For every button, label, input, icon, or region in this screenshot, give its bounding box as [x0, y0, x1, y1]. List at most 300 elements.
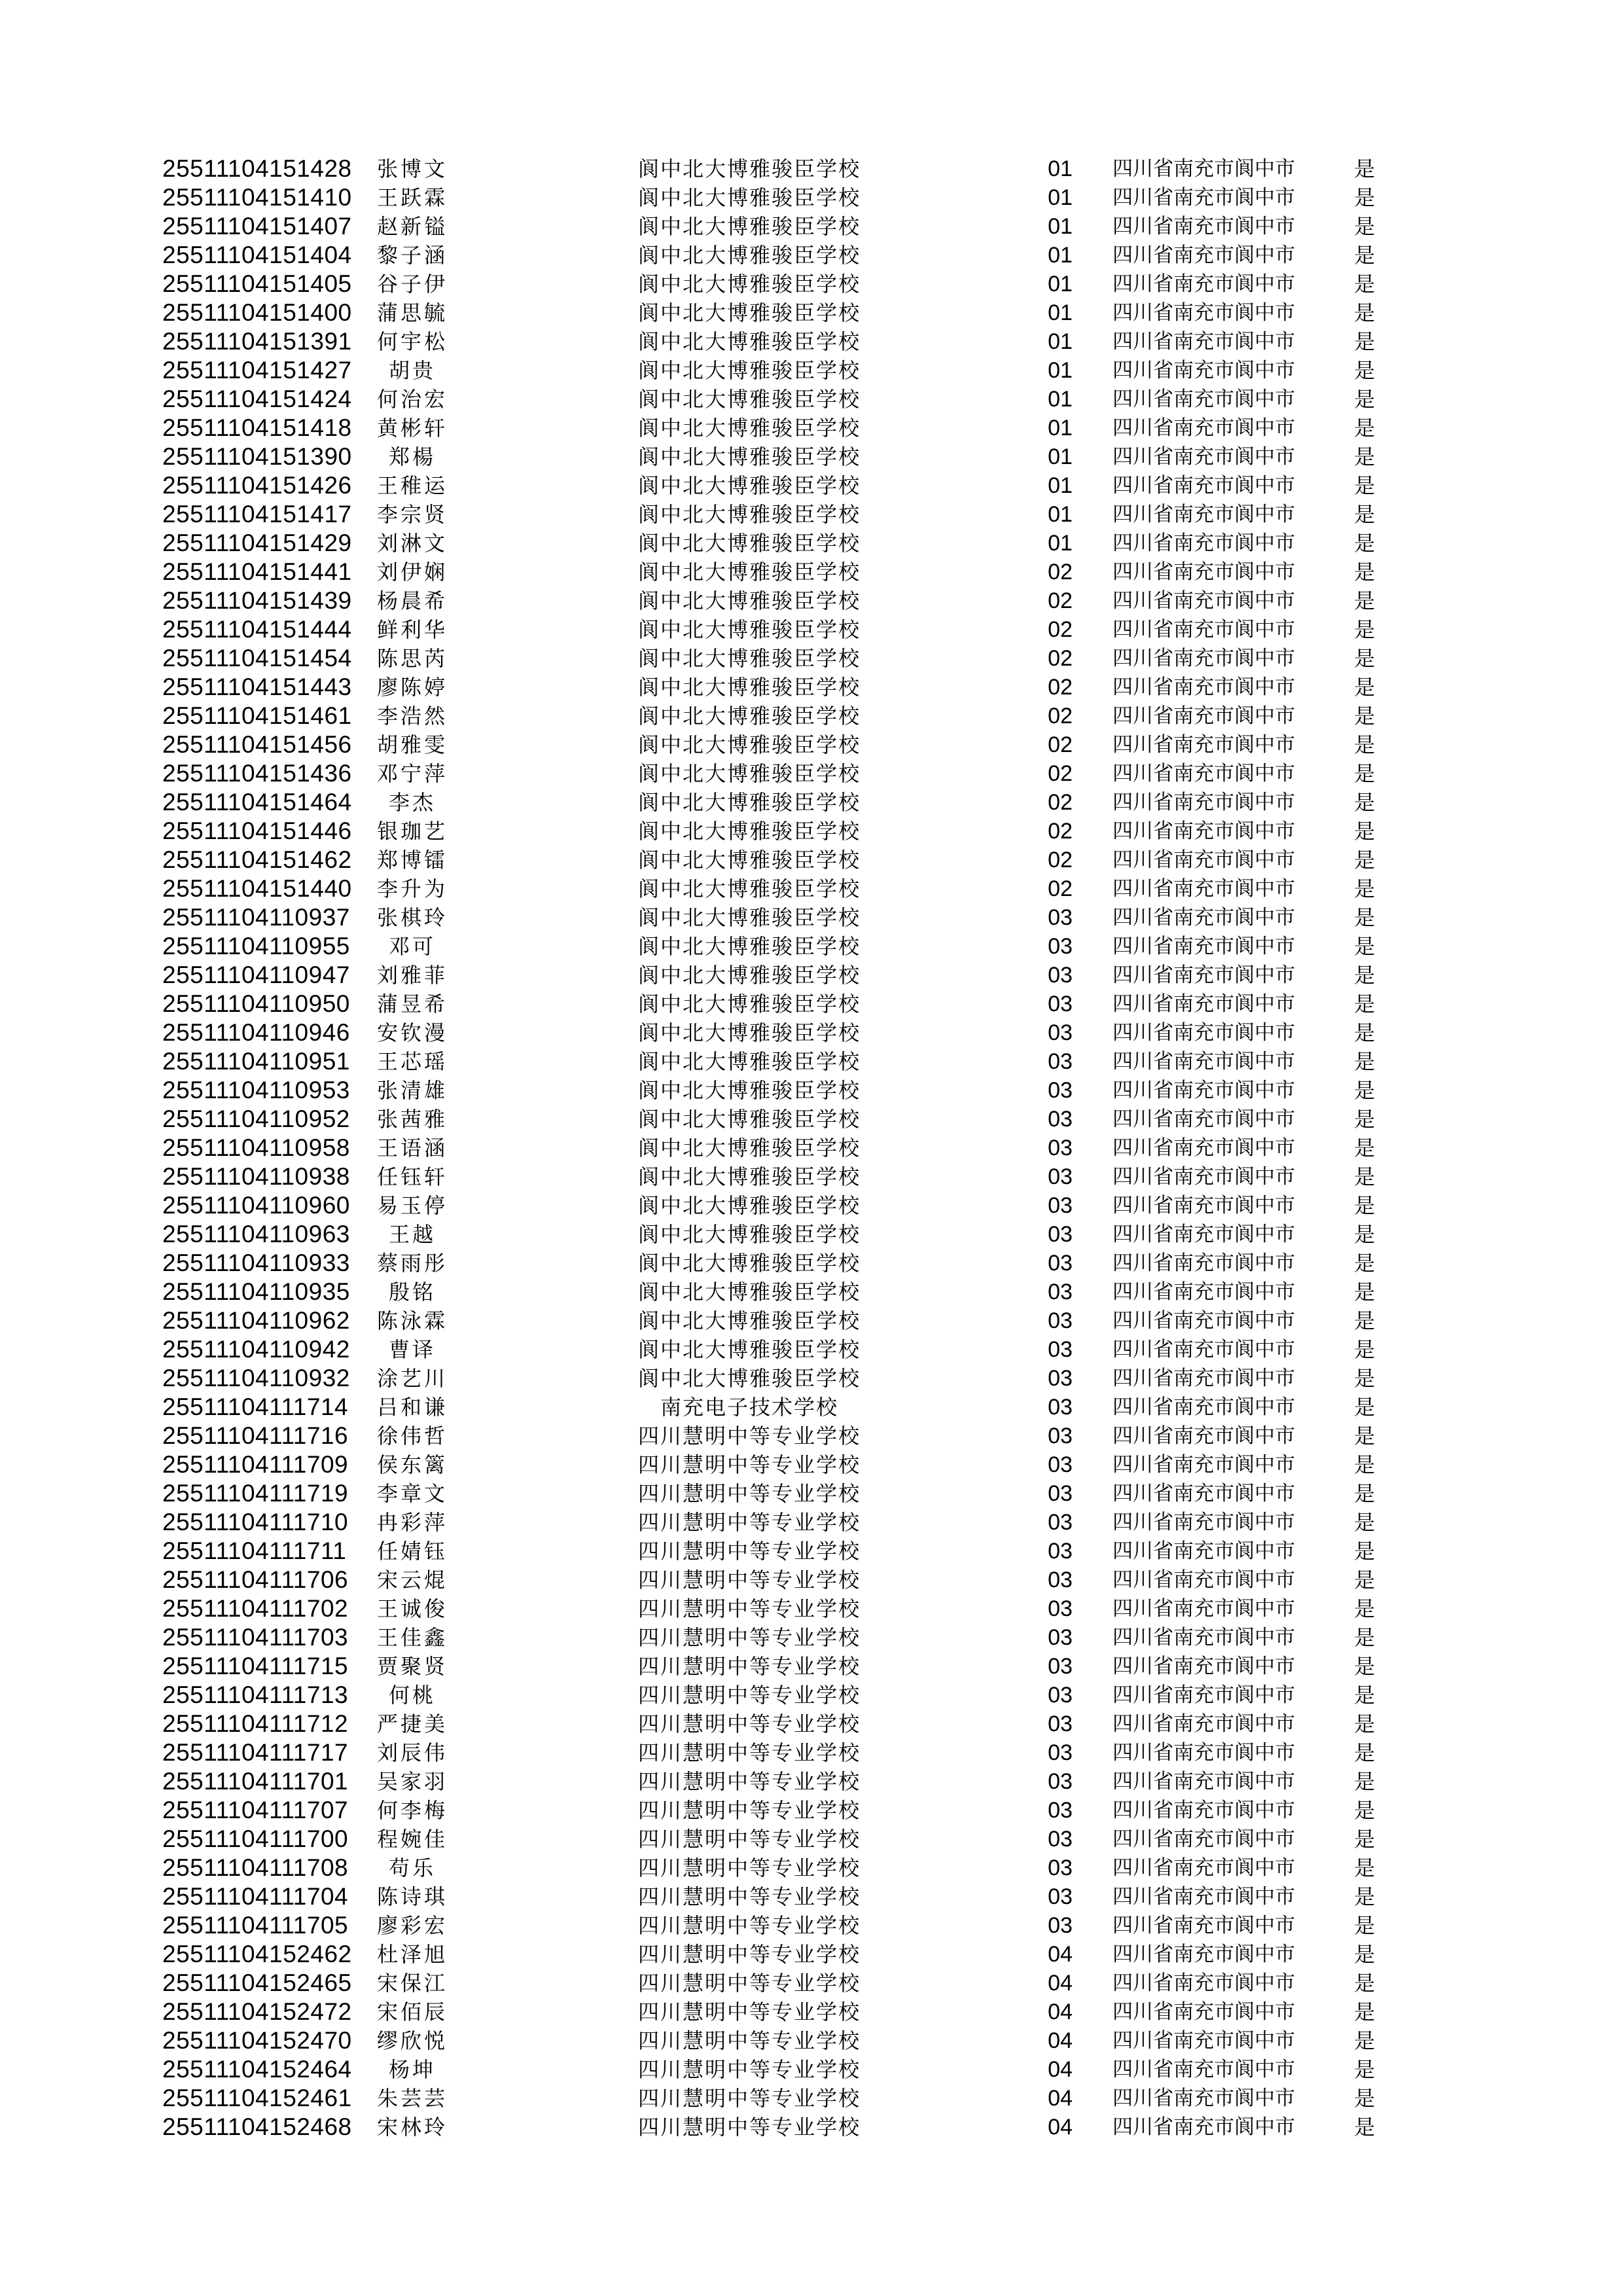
- school-name-cell: 阆中北大博雅骏臣学校: [637, 588, 861, 613]
- school-name-cell: 四川慧明中等专业学校: [637, 1683, 861, 1708]
- table-row: [0, 961, 1623, 990]
- table-row: [0, 759, 1623, 788]
- region-cell: 四川省南充市阆中市: [1113, 1856, 1295, 1880]
- region-cell: 四川省南充市阆中市: [1113, 1338, 1295, 1361]
- region-cell: 四川省南充市阆中市: [1113, 589, 1295, 613]
- table-row: [0, 1508, 1623, 1537]
- exam-id-cell: 25511104111715: [162, 1653, 349, 1679]
- school-name-cell: 阆中北大博雅骏臣学校: [637, 934, 861, 959]
- class-number-cell: 03: [1048, 1366, 1073, 1391]
- confirm-flag-cell: 是: [1353, 1251, 1375, 1276]
- confirm-flag-cell: 是: [1353, 1539, 1375, 1564]
- school-name-cell: 阆中北大博雅骏臣学校: [637, 214, 861, 239]
- class-number-cell: 03: [1048, 1049, 1073, 1074]
- student-name-cell: 宋云焜: [376, 1568, 448, 1592]
- school-name-cell: 四川慧明中等专业学校: [637, 1596, 861, 1621]
- confirm-flag-cell: 是: [1353, 2000, 1375, 2024]
- table-row: [0, 1306, 1623, 1335]
- student-name-cell: 张茜雅: [376, 1107, 448, 1132]
- exam-id-cell: 25511104152465: [162, 1969, 352, 1996]
- table-row: [0, 414, 1623, 442]
- student-name-cell: 宋林玲: [376, 2115, 448, 2140]
- table-row: [0, 183, 1623, 212]
- confirm-flag-cell: 是: [1353, 329, 1375, 354]
- region-cell: 四川省南充市阆中市: [1113, 2087, 1295, 2110]
- region-cell: 四川省南充市阆中市: [1113, 791, 1295, 814]
- school-name-cell: 阆中北大博雅骏臣学校: [637, 1136, 861, 1160]
- confirm-flag-cell: 是: [1353, 1827, 1375, 1852]
- exam-id-cell: 25511104111705: [162, 1912, 349, 1939]
- region-cell: 四川省南充市阆中市: [1113, 1770, 1295, 1793]
- student-name-cell: 银珈艺: [376, 819, 448, 844]
- region-cell: 四川省南充市阆中市: [1113, 1683, 1295, 1707]
- table-row: [0, 471, 1623, 500]
- region-cell: 四川省南充市阆中市: [1113, 618, 1295, 641]
- student-name-cell: 刘辰伟: [376, 1740, 448, 1765]
- class-number-cell: 02: [1048, 560, 1073, 584]
- table-row: [0, 2026, 1623, 2055]
- confirm-flag-cell: 是: [1353, 617, 1375, 642]
- table-row: [0, 1825, 1623, 1854]
- school-name-cell: 阆中北大博雅骏臣学校: [637, 1337, 861, 1362]
- class-number-cell: 03: [1048, 1913, 1073, 1938]
- region-cell: 四川省南充市阆中市: [1113, 1827, 1295, 1851]
- class-number-cell: 03: [1048, 1884, 1073, 1909]
- table-row: [0, 1911, 1623, 1940]
- table-row: [0, 1076, 1623, 1105]
- exam-id-cell: 25511104151405: [162, 270, 352, 297]
- table-row: [0, 1335, 1623, 1364]
- class-number-cell: 02: [1048, 790, 1073, 815]
- region-cell: 四川省南充市阆中市: [1113, 359, 1295, 382]
- class-number-cell: 02: [1048, 588, 1073, 613]
- school-name-cell: 四川慧明中等专业学校: [637, 1424, 861, 1448]
- table-row: [0, 2113, 1623, 2142]
- confirm-flag-cell: 是: [1353, 2057, 1375, 2082]
- table-row: [0, 154, 1623, 183]
- confirm-flag-cell: 是: [1353, 963, 1375, 988]
- class-number-cell: 01: [1048, 214, 1073, 239]
- exam-id-cell: 25511104151418: [162, 414, 352, 441]
- confirm-flag-cell: 是: [1353, 1654, 1375, 1679]
- confirm-flag-cell: 是: [1353, 1884, 1375, 1909]
- confirm-flag-cell: 是: [1353, 1280, 1375, 1304]
- exam-id-cell: 25511104151390: [162, 443, 352, 470]
- table-row: [0, 1623, 1623, 1652]
- region-cell: 四川省南充市阆中市: [1113, 243, 1295, 267]
- region-cell: 四川省南充市阆中市: [1113, 1943, 1295, 1966]
- class-number-cell: 03: [1048, 1596, 1073, 1621]
- exam-id-cell: 25511104110938: [162, 1163, 350, 1190]
- table-row: [0, 846, 1623, 874]
- table-row: [0, 1249, 1623, 1278]
- confirm-flag-cell: 是: [1353, 1193, 1375, 1218]
- table-row: [0, 500, 1623, 529]
- exam-id-cell: 25511104110950: [162, 990, 350, 1017]
- school-name-cell: 阆中北大博雅骏臣学校: [637, 531, 861, 556]
- school-name-cell: 四川慧明中等专业学校: [637, 2115, 861, 2140]
- exam-id-cell: 25511104151428: [162, 155, 352, 182]
- school-name-cell: 阆中北大博雅骏臣学校: [637, 1366, 861, 1391]
- class-number-cell: 04: [1048, 2086, 1073, 2111]
- table-row: [0, 298, 1623, 327]
- school-name-cell: 阆中北大博雅骏臣学校: [637, 387, 861, 412]
- class-number-cell: 01: [1048, 329, 1073, 354]
- school-name-cell: 阆中北大博雅骏臣学校: [637, 1020, 861, 1045]
- student-name-cell: 刘淋文: [376, 531, 448, 556]
- school-name-cell: 阆中北大博雅骏臣学校: [637, 646, 861, 671]
- school-name-cell: 四川慧明中等专业学校: [637, 2028, 861, 2053]
- school-name-cell: 阆中北大博雅骏臣学校: [637, 963, 861, 988]
- confirm-flag-cell: 是: [1353, 1942, 1375, 1967]
- exam-id-cell: 25511104151417: [162, 501, 352, 528]
- class-number-cell: 01: [1048, 387, 1073, 412]
- school-name-cell: 四川慧明中等专业学校: [637, 1942, 861, 1967]
- exam-id-cell: 25511104111712: [162, 1710, 349, 1737]
- confirm-flag-cell: 是: [1353, 1395, 1375, 1420]
- school-name-cell: 四川慧明中等专业学校: [637, 1654, 861, 1679]
- class-number-cell: 03: [1048, 1078, 1073, 1103]
- school-name-cell: 阆中北大博雅骏臣学校: [637, 300, 861, 325]
- class-number-cell: 01: [1048, 272, 1073, 296]
- table-row: [0, 1422, 1623, 1450]
- school-name-cell: 阆中北大博雅骏臣学校: [637, 1222, 861, 1247]
- table-row: [0, 1220, 1623, 1249]
- table-row: [0, 1767, 1623, 1796]
- student-name-cell: 王稚运: [376, 473, 448, 498]
- confirm-flag-cell: 是: [1353, 1049, 1375, 1074]
- school-name-cell: 阆中北大博雅骏臣学校: [637, 905, 861, 930]
- region-cell: 四川省南充市阆中市: [1113, 1136, 1295, 1160]
- confirm-flag-cell: 是: [1353, 848, 1375, 872]
- confirm-flag-cell: 是: [1353, 761, 1375, 786]
- table-row: [0, 2084, 1623, 2113]
- table-row: [0, 730, 1623, 759]
- region-cell: 四川省南充市阆中市: [1113, 387, 1295, 411]
- region-cell: 四川省南充市阆中市: [1113, 733, 1295, 757]
- table-row: [0, 385, 1623, 414]
- table-row: [0, 1998, 1623, 2026]
- school-name-cell: 阆中北大博雅骏臣学校: [637, 444, 861, 469]
- exam-id-cell: 25511104110962: [162, 1307, 350, 1334]
- school-name-cell: 阆中北大博雅骏臣学校: [637, 732, 861, 757]
- exam-id-cell: 25511104151436: [162, 760, 352, 787]
- class-number-cell: 02: [1048, 732, 1073, 757]
- student-name-cell: 王跃霖: [376, 185, 448, 210]
- student-name-cell: 李宗贤: [376, 502, 448, 527]
- confirm-flag-cell: 是: [1353, 1078, 1375, 1103]
- confirm-flag-cell: 是: [1353, 1769, 1375, 1794]
- confirm-flag-cell: 是: [1353, 1625, 1375, 1650]
- class-number-cell: 03: [1048, 1740, 1073, 1765]
- confirm-flag-cell: 是: [1353, 243, 1375, 268]
- exam-id-cell: 25511104151429: [162, 529, 352, 556]
- exam-id-cell: 25511104152468: [162, 2113, 352, 2140]
- class-number-cell: 03: [1048, 1337, 1073, 1362]
- exam-id-cell: 25511104111706: [162, 1566, 349, 1593]
- student-name-cell: 黄彬轩: [376, 416, 448, 440]
- class-number-cell: 04: [1048, 1942, 1073, 1967]
- confirm-flag-cell: 是: [1353, 646, 1375, 671]
- exam-id-cell: 25511104110951: [162, 1048, 350, 1075]
- school-name-cell: 阆中北大博雅骏臣学校: [637, 329, 861, 354]
- exam-id-cell: 25511104110942: [162, 1336, 350, 1363]
- region-cell: 四川省南充市阆中市: [1113, 2029, 1295, 2053]
- region-cell: 四川省南充市阆中市: [1113, 704, 1295, 728]
- region-cell: 四川省南充市阆中市: [1113, 1194, 1295, 1217]
- student-name-cell: 李杰: [388, 790, 436, 815]
- student-name-cell: 王芯瑶: [376, 1049, 448, 1074]
- exam-id-cell: 25511104151441: [162, 558, 352, 585]
- class-number-cell: 03: [1048, 1424, 1073, 1448]
- exam-id-cell: 25511104111704: [162, 1883, 349, 1910]
- exam-id-cell: 25511104111716: [162, 1422, 349, 1449]
- student-name-cell: 郑博镭: [376, 848, 448, 872]
- table-row: [0, 558, 1623, 586]
- student-name-cell: 安钦漫: [376, 1020, 448, 1045]
- class-number-cell: 01: [1048, 185, 1073, 210]
- confirm-flag-cell: 是: [1353, 2115, 1375, 2140]
- school-name-cell: 阆中北大博雅骏臣学校: [637, 358, 861, 383]
- school-name-cell: 阆中北大博雅骏臣学校: [637, 617, 861, 642]
- school-name-cell: 四川慧明中等专业学校: [637, 1913, 861, 1938]
- region-cell: 四川省南充市阆中市: [1113, 1309, 1295, 1333]
- student-name-cell: 邓可: [388, 934, 436, 959]
- class-number-cell: 01: [1048, 358, 1073, 383]
- exam-id-cell: 25511104151464: [162, 789, 352, 816]
- confirm-flag-cell: 是: [1353, 1020, 1375, 1045]
- class-number-cell: 03: [1048, 1107, 1073, 1132]
- exam-id-cell: 25511104151424: [162, 386, 352, 412]
- confirm-flag-cell: 是: [1353, 588, 1375, 613]
- confirm-flag-cell: 是: [1353, 444, 1375, 469]
- class-number-cell: 03: [1048, 934, 1073, 959]
- exam-id-cell: 25511104151462: [162, 846, 352, 873]
- confirm-flag-cell: 是: [1353, 819, 1375, 844]
- exam-id-cell: 25511104110932: [162, 1365, 350, 1391]
- confirm-flag-cell: 是: [1353, 156, 1375, 181]
- region-cell: 四川省南充市阆中市: [1113, 2115, 1295, 2139]
- confirm-flag-cell: 是: [1353, 358, 1375, 383]
- table-row: [0, 1450, 1623, 1479]
- region-cell: 四川省南充市阆中市: [1113, 762, 1295, 785]
- class-number-cell: 03: [1048, 1798, 1073, 1823]
- exam-id-cell: 25511104151427: [162, 357, 352, 384]
- student-name-cell: 涂艺川: [376, 1366, 448, 1391]
- school-name-cell: 阆中北大博雅骏臣学校: [637, 1251, 861, 1276]
- exam-id-cell: 25511104110933: [162, 1249, 350, 1276]
- student-name-cell: 赵新镒: [376, 214, 448, 239]
- student-name-cell: 徐伟哲: [376, 1424, 448, 1448]
- student-name-cell: 任婧钰: [376, 1539, 448, 1564]
- region-cell: 四川省南充市阆中市: [1113, 1539, 1295, 1563]
- class-number-cell: 03: [1048, 1251, 1073, 1276]
- exam-id-cell: 25511104151443: [162, 673, 352, 700]
- school-name-cell: 四川慧明中等专业学校: [637, 1827, 861, 1852]
- class-number-cell: 03: [1048, 1193, 1073, 1218]
- student-name-cell: 陈思芮: [376, 646, 448, 671]
- student-name-cell: 杨晨希: [376, 588, 448, 613]
- exam-id-cell: 25511104111707: [162, 1797, 349, 1823]
- confirm-flag-cell: 是: [1353, 1683, 1375, 1708]
- table-row: [0, 1134, 1623, 1162]
- table-row: [0, 990, 1623, 1018]
- class-number-cell: 02: [1048, 848, 1073, 872]
- confirm-flag-cell: 是: [1353, 272, 1375, 296]
- student-name-cell: 宋保江: [376, 1971, 448, 1996]
- student-name-cell: 王佳鑫: [376, 1625, 448, 1650]
- student-name-cell: 胡贵: [388, 358, 436, 383]
- table-row: [0, 903, 1623, 932]
- confirm-flag-cell: 是: [1353, 2028, 1375, 2053]
- school-name-cell: 四川慧明中等专业学校: [637, 1539, 861, 1564]
- school-name-cell: 阆中北大博雅骏臣学校: [637, 876, 861, 901]
- region-cell: 四川省南充市阆中市: [1113, 301, 1295, 325]
- school-name-cell: 阆中北大博雅骏臣学校: [637, 1193, 861, 1218]
- confirm-flag-cell: 是: [1353, 934, 1375, 959]
- student-name-cell: 廖陈婷: [376, 675, 448, 700]
- table-row: [0, 1537, 1623, 1566]
- table-row: [0, 788, 1623, 817]
- table-row: [0, 1191, 1623, 1220]
- confirm-flag-cell: 是: [1353, 2086, 1375, 2111]
- class-number-cell: 03: [1048, 1625, 1073, 1650]
- exam-id-cell: 25511104110937: [162, 904, 350, 931]
- student-name-cell: 张博文: [376, 156, 448, 181]
- school-name-cell: 阆中北大博雅骏臣学校: [637, 272, 861, 296]
- confirm-flag-cell: 是: [1353, 1798, 1375, 1823]
- class-number-cell: 02: [1048, 675, 1073, 700]
- region-cell: 四川省南充市阆中市: [1113, 1251, 1295, 1275]
- school-name-cell: 南充电子技术学校: [660, 1395, 838, 1420]
- exam-id-cell: 25511104111710: [162, 1509, 349, 1535]
- confirm-flag-cell: 是: [1353, 1308, 1375, 1333]
- class-number-cell: 01: [1048, 156, 1073, 181]
- exam-id-cell: 25511104152461: [162, 2085, 352, 2111]
- student-name-cell: 蒲思毓: [376, 300, 448, 325]
- confirm-flag-cell: 是: [1353, 1596, 1375, 1621]
- table-row: [0, 1047, 1623, 1076]
- region-cell: 四川省南充市阆中市: [1113, 1280, 1295, 1304]
- exam-id-cell: 25511104111701: [162, 1768, 349, 1795]
- class-number-cell: 04: [1048, 2057, 1073, 2082]
- student-name-cell: 王语涵: [376, 1136, 448, 1160]
- student-name-cell: 曹译: [388, 1337, 436, 1362]
- class-number-cell: 03: [1048, 963, 1073, 988]
- exam-id-cell: 25511104151426: [162, 472, 352, 499]
- class-number-cell: 03: [1048, 1769, 1073, 1794]
- table-row: [0, 1738, 1623, 1767]
- school-name-cell: 四川慧明中等专业学校: [637, 1971, 861, 1996]
- region-cell: 四川省南充市阆中市: [1113, 647, 1295, 670]
- student-name-cell: 杨坤: [388, 2057, 436, 2082]
- school-name-cell: 四川慧明中等专业学校: [637, 1568, 861, 1592]
- school-name-cell: 阆中北大博雅骏臣学校: [637, 243, 861, 268]
- table-row: [0, 1364, 1623, 1393]
- table-row: [0, 1710, 1623, 1738]
- region-cell: 四川省南充市阆中市: [1113, 1626, 1295, 1649]
- confirm-flag-cell: 是: [1353, 1510, 1375, 1535]
- school-name-cell: 阆中北大博雅骏臣学校: [637, 992, 861, 1016]
- school-name-cell: 四川慧明中等专业学校: [637, 2000, 861, 2024]
- student-name-cell: 王诚俊: [376, 1596, 448, 1621]
- exam-id-cell: 25511104152472: [162, 1998, 352, 2025]
- student-name-cell: 鲜利华: [376, 617, 448, 642]
- school-name-cell: 四川慧明中等专业学校: [637, 1481, 861, 1506]
- table-row: [0, 1796, 1623, 1825]
- school-name-cell: 阆中北大博雅骏臣学校: [637, 156, 861, 181]
- confirm-flag-cell: 是: [1353, 876, 1375, 901]
- exam-id-cell: 25511104111711: [162, 1537, 347, 1564]
- school-name-cell: 阆中北大博雅骏臣学校: [637, 502, 861, 527]
- region-cell: 四川省南充市阆中市: [1113, 1107, 1295, 1131]
- exam-id-cell: 25511104111703: [162, 1624, 349, 1651]
- exam-id-cell: 25511104110946: [162, 1019, 350, 1046]
- exam-id-cell: 25511104111719: [162, 1480, 349, 1507]
- confirm-flag-cell: 是: [1353, 1856, 1375, 1880]
- exam-id-cell: 25511104111717: [162, 1739, 349, 1766]
- exam-id-cell: 25511104151461: [162, 702, 352, 729]
- exam-id-cell: 25511104151454: [162, 645, 352, 672]
- table-row: [0, 241, 1623, 270]
- confirm-flag-cell: 是: [1353, 300, 1375, 325]
- school-name-cell: 四川慧明中等专业学校: [637, 2086, 861, 2111]
- school-name-cell: 四川慧明中等专业学校: [637, 1625, 861, 1650]
- class-number-cell: 03: [1048, 1222, 1073, 1247]
- region-cell: 四川省南充市阆中市: [1113, 2058, 1295, 2081]
- student-name-cell: 宋佰辰: [376, 2000, 448, 2024]
- region-cell: 四川省南充市阆中市: [1113, 272, 1295, 296]
- student-name-cell: 何宇松: [376, 329, 448, 354]
- table-row: [0, 673, 1623, 702]
- region-cell: 四川省南充市阆中市: [1113, 1511, 1295, 1534]
- class-number-cell: 03: [1048, 1654, 1073, 1679]
- class-number-cell: 04: [1048, 1971, 1073, 1996]
- student-name-cell: 易玉停: [376, 1193, 448, 1218]
- table-row: [0, 442, 1623, 471]
- region-cell: 四川省南充市阆中市: [1113, 1165, 1295, 1189]
- region-cell: 四川省南充市阆中市: [1113, 1424, 1295, 1448]
- school-name-cell: 阆中北大博雅骏臣学校: [637, 790, 861, 815]
- region-cell: 四川省南充市阆中市: [1113, 1597, 1295, 1621]
- school-name-cell: 阆中北大博雅骏臣学校: [637, 1049, 861, 1074]
- student-name-cell: 陈泳霖: [376, 1308, 448, 1333]
- confirm-flag-cell: 是: [1353, 502, 1375, 527]
- student-name-cell: 何治宏: [376, 387, 448, 412]
- table-row: [0, 1018, 1623, 1047]
- exam-id-cell: 25511104110960: [162, 1192, 350, 1219]
- school-name-cell: 四川慧明中等专业学校: [637, 1798, 861, 1823]
- table-row: [0, 1393, 1623, 1422]
- confirm-flag-cell: 是: [1353, 1712, 1375, 1736]
- region-cell: 四川省南充市阆中市: [1113, 1367, 1295, 1390]
- class-number-cell: 03: [1048, 1539, 1073, 1564]
- class-number-cell: 03: [1048, 1020, 1073, 1045]
- class-number-cell: 02: [1048, 876, 1073, 901]
- region-cell: 四川省南充市阆中市: [1113, 531, 1295, 555]
- region-cell: 四川省南充市阆中市: [1113, 992, 1295, 1016]
- region-cell: 四川省南充市阆中市: [1113, 1021, 1295, 1045]
- table-row: [0, 1479, 1623, 1508]
- school-name-cell: 阆中北大博雅骏臣学校: [637, 1078, 861, 1103]
- exam-id-cell: 25511104110953: [162, 1077, 350, 1103]
- region-cell: 四川省南充市阆中市: [1113, 935, 1295, 958]
- class-number-cell: 02: [1048, 761, 1073, 786]
- exam-id-cell: 25511104151410: [162, 184, 352, 211]
- confirm-flag-cell: 是: [1353, 1971, 1375, 1996]
- student-name-cell: 严捷美: [376, 1712, 448, 1736]
- confirm-flag-cell: 是: [1353, 1337, 1375, 1362]
